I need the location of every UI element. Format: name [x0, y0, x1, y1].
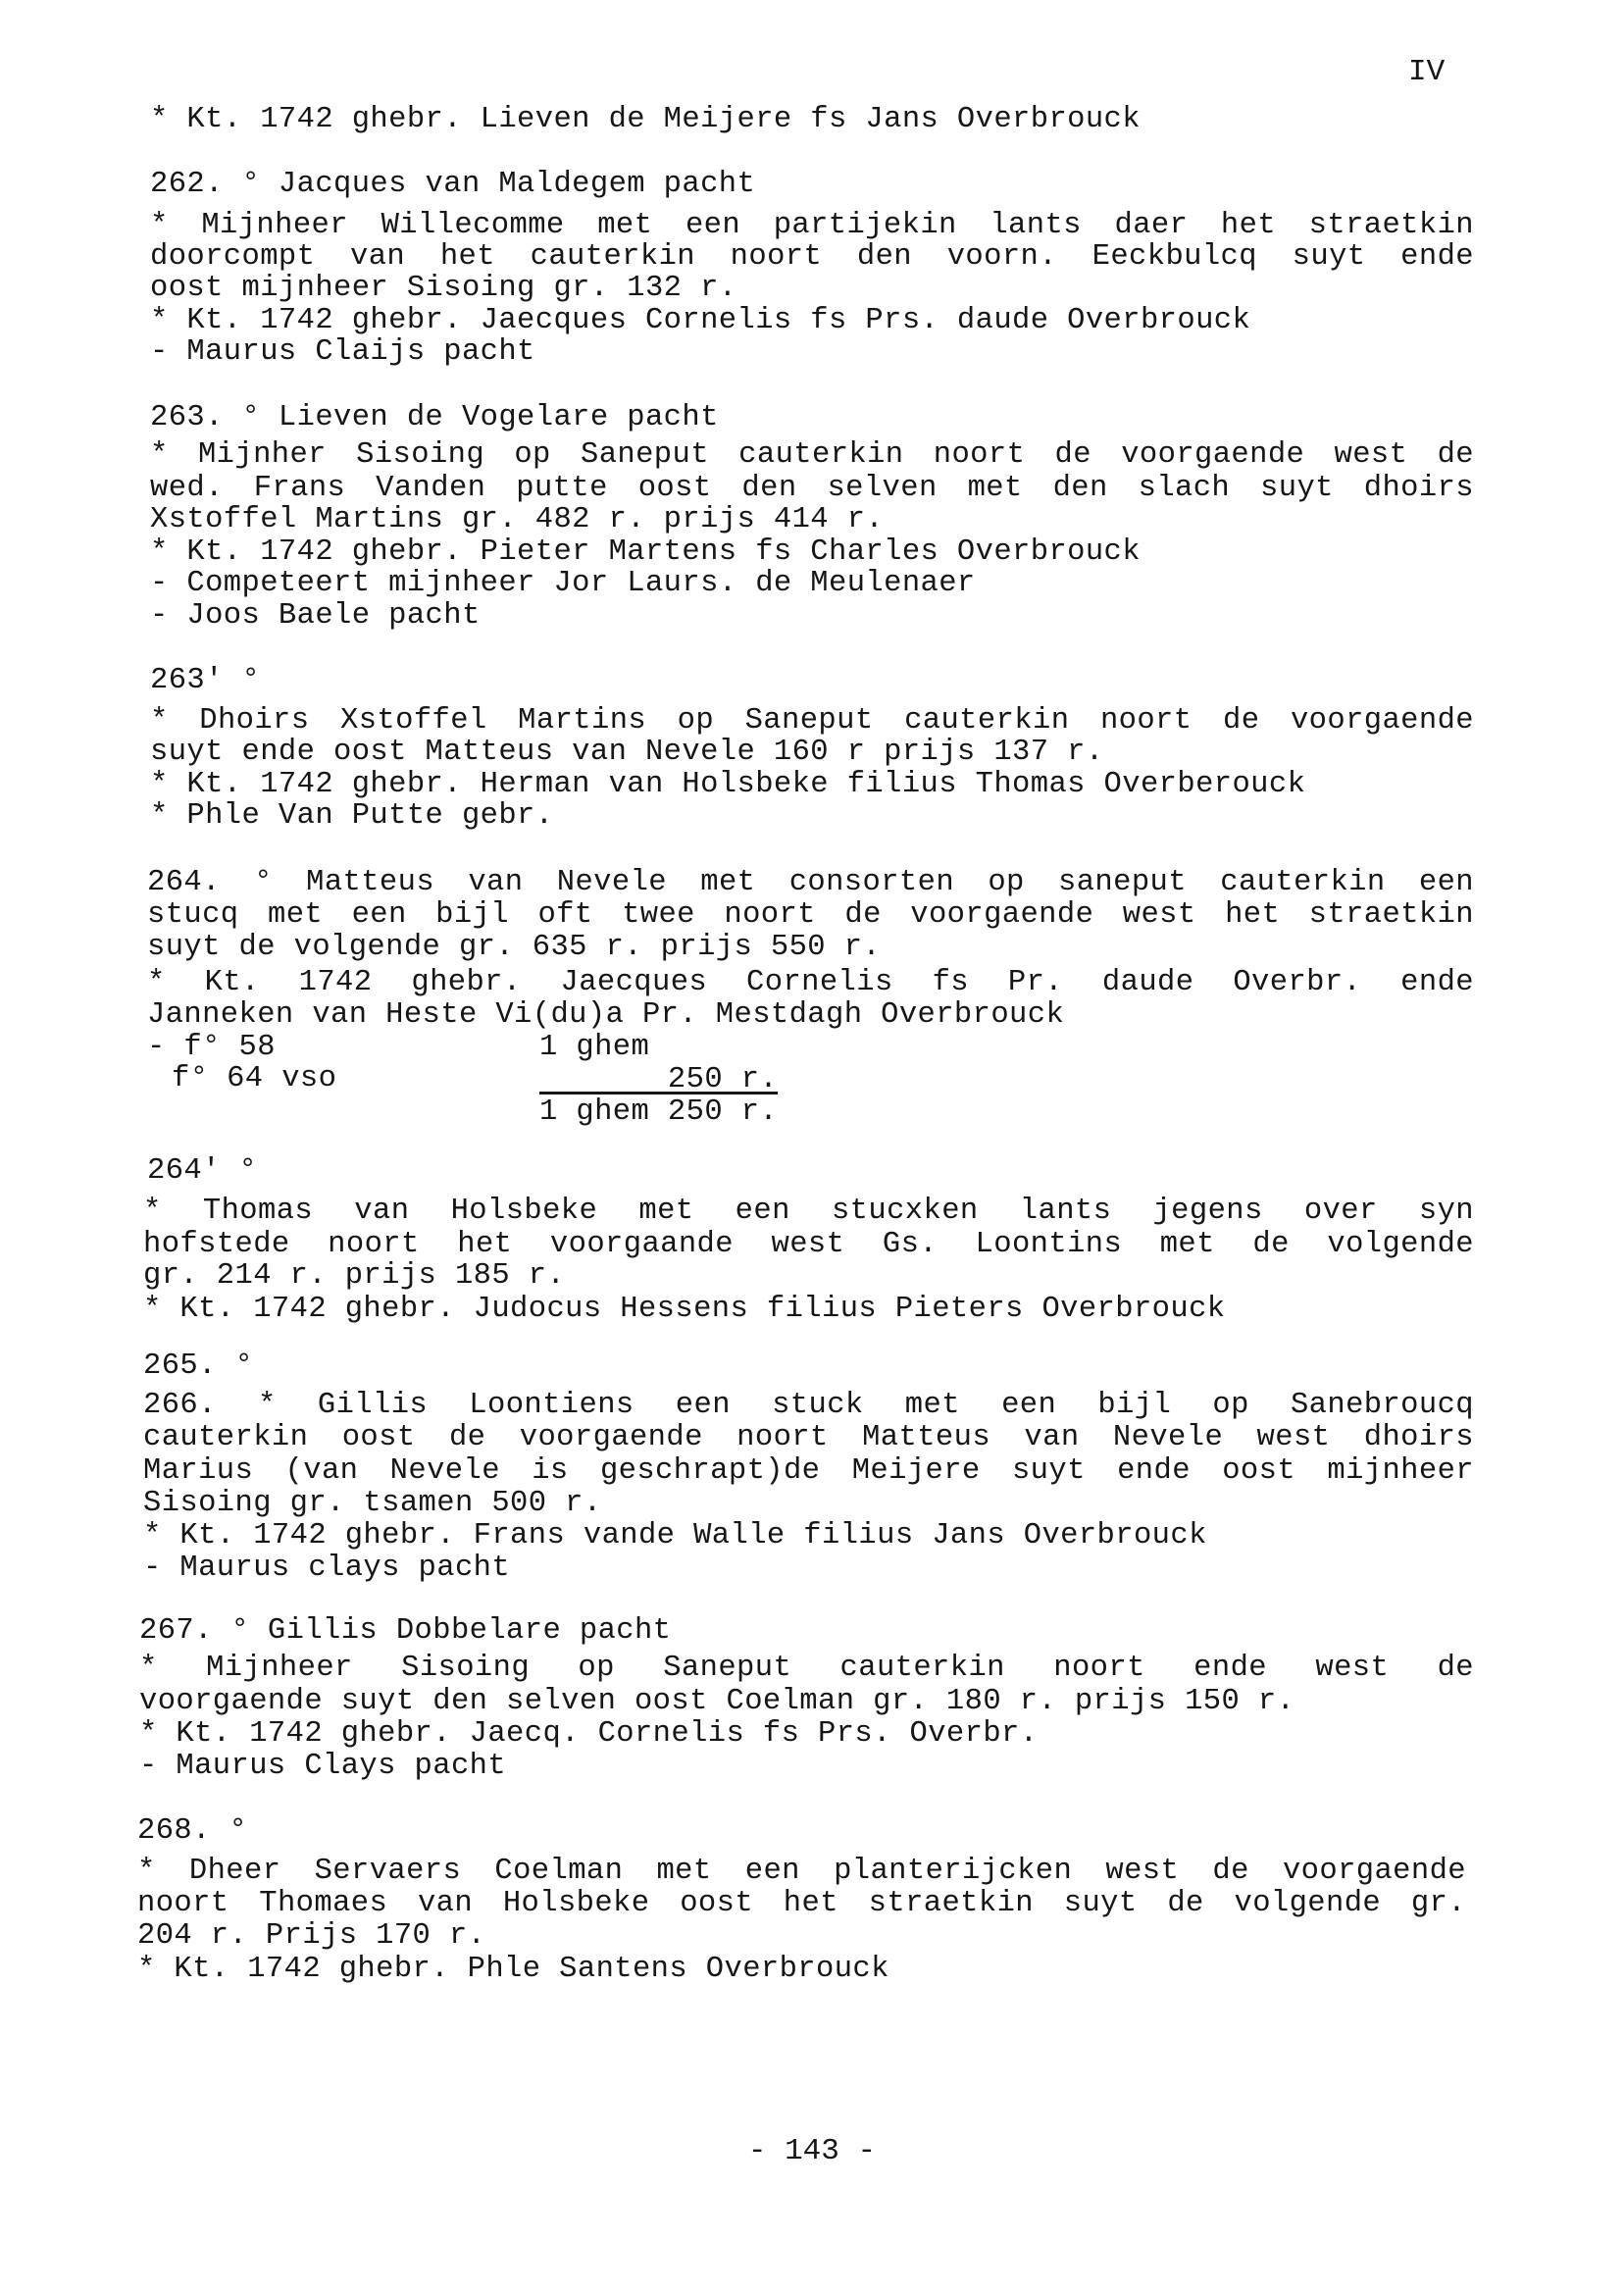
- text-line: * Kt. 1742 ghebr. Jaecq. Cornelis fs Prs. Overbr.: [139, 1717, 1039, 1751]
- text-line: 264' °: [147, 1154, 258, 1188]
- text-line: Sisoing gr. tsamen 500 r.: [143, 1487, 602, 1520]
- text-line: * Thomas van Holsbeke met een stucxken lants jegens over syn: [143, 1195, 1474, 1228]
- text-line: * Kt. 1742 ghebr. Jaecques Cornelis fs Pr. daude Overbr. ende: [147, 966, 1474, 999]
- text-line: cauterkin oost de voorgaende noort Matteus van Nevele west dhoirs: [143, 1421, 1474, 1454]
- page-number: - 143 -: [747, 2134, 877, 2168]
- text-line: Janneken van Heste Vi(du)a Pr. Mestdagh Overbrouck: [147, 998, 1065, 1032]
- text-line: - Maurus Claijs pacht: [150, 335, 535, 369]
- text-line: - Maurus clays pacht: [143, 1552, 511, 1585]
- text-line: - Competeert mijnheer Jor Laurs. de Meulenaer: [150, 567, 976, 600]
- text-line: stucq met een bijl oft twee noort de voorgaende west het straetkin: [147, 898, 1474, 932]
- text-line: doorcompt van het cauterkin noort den voorn. Eeckbulcq suyt ende: [150, 240, 1474, 274]
- text-line: 204 r. Prijs 170 r.: [137, 1919, 486, 1953]
- text-line: - f° 58: [147, 1031, 276, 1064]
- text-line: * Kt. 1742 ghebr. Herman van Holsbeke filius Thomas Overberouck: [150, 768, 1306, 801]
- text-line: * Dhoirs Xstoffel Martins op Saneput cauterkin noort de voorgaende: [150, 704, 1474, 738]
- text-line: hofstede noort het voorgaande west Gs. Loontins met de volgende: [143, 1228, 1474, 1261]
- text-line: * Kt. 1742 ghebr. Phle Santens Overbrouck: [137, 1953, 889, 1986]
- text-line: Xstoffel Martins gr. 482 r. prijs 414 r.: [150, 503, 885, 536]
- text-line: * Kt. 1742 ghebr. Pieter Martens fs Charles Overbrouck: [150, 535, 1141, 569]
- text-line: 263. ° Lieven de Vogelare pacht: [150, 401, 719, 434]
- text-line: 268. °: [137, 1814, 248, 1848]
- text-line: 262. ° Jacques van Maldegem pacht: [150, 168, 756, 201]
- sum-line: 250 r.: [539, 1063, 779, 1096]
- text-line: Marius (van Nevele is geschrapt)de Meijere suyt ende oost mijnheer: [143, 1454, 1474, 1488]
- text-line: * Mijnheer Willecomme met een partijekin lants daer het straetkin: [150, 209, 1474, 242]
- text-line: * Mijnher Sisoing op Saneput cauterkin noort de voorgaende west de: [150, 438, 1474, 472]
- sum-line: 1 ghem: [539, 1031, 650, 1064]
- text-line: * Mijnheer Sisoing op Saneput cauterkin noort ende west de: [139, 1652, 1474, 1685]
- text-line: noort Thomaes van Holsbeke oost het straetkin suyt de volgende gr.: [137, 1887, 1466, 1920]
- text-line: 267. ° Gillis Dobbelare pacht: [139, 1614, 672, 1648]
- text-line: 263' °: [150, 664, 261, 697]
- text-line: suyt ende oost Matteus van Nevele 160 r prijs 137 r.: [150, 736, 1104, 769]
- section-marker: IV: [1408, 55, 1446, 89]
- text-line: * Kt. 1742 ghebr. Lieven de Meijere fs Jans Overbrouck: [150, 103, 1141, 136]
- text-line: * Kt. 1742 ghebr. Jaecques Cornelis fs Prs. daude Overbrouck: [150, 304, 1251, 337]
- text-line: 264. ° Matteus van Nevele met consorten op saneput cauterkin een: [147, 866, 1474, 899]
- text-line: * Kt. 1742 ghebr. Judocus Hessens filius Pieters Overbrouck: [143, 1293, 1226, 1326]
- text-line: * Kt. 1742 ghebr. Frans vande Walle filius Jans Overbrouck: [143, 1519, 1207, 1553]
- text-line: 266. * Gillis Loontiens een stuck met een bijl op Sanebroucq: [143, 1389, 1474, 1422]
- text-line: wed. Frans Vanden putte oost den selven met den slach suyt dhoirs: [150, 472, 1474, 505]
- text-line: * Dheer Servaers Coelman met een planterijcken west de voorgaende: [137, 1855, 1466, 1888]
- text-line: - Maurus Clays pacht: [139, 1750, 507, 1783]
- text-line: f° 64 vso: [172, 1062, 337, 1095]
- text-line: * Phle Van Putte gebr.: [150, 799, 554, 833]
- text-line: oost mijnheer Sisoing gr. 132 r.: [150, 272, 737, 305]
- text-line: gr. 214 r. prijs 185 r.: [143, 1259, 566, 1293]
- sum-line: 1 ghem 250 r.: [539, 1095, 779, 1129]
- text-line: voorgaende suyt den selven oost Coelman gr. 180 r. prijs 150 r.: [139, 1685, 1295, 1718]
- text-line: 265. °: [143, 1349, 254, 1383]
- text-line: suyt de volgende gr. 635 r. prijs 550 r.: [147, 931, 882, 964]
- text-line: - Joos Baele pacht: [150, 599, 481, 633]
